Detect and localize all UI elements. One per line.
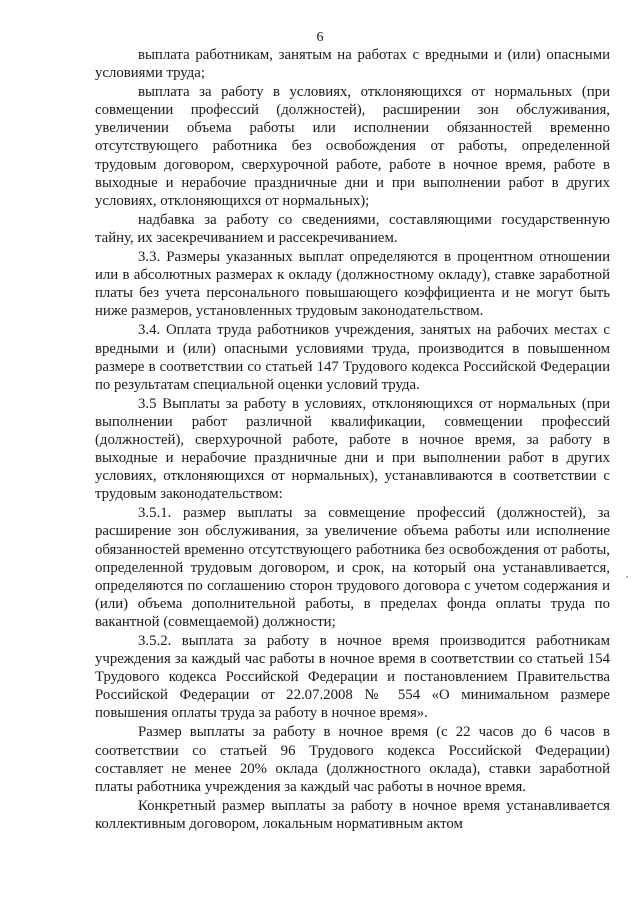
paragraph-3-5-2: 3.5.2. выплата за работу в ночное время производится работникам учреждения за каждый час работы в ночное время в соответствии со статьей 154 Трудового кодекса Российской Федерации и постановлением Правительства Российской Федерации от 22.07.2008 № 554 «О минимальном размере повышения оплаты труда за работу в ночное время». [95, 633, 610, 722]
paragraph-deviating-conditions-payment: выплата за работу в условиях, отклоняющихся от нормальных (при совмещении профессий (должностей), расширении зон обслуживания, увеличении объема работы или исполнении обязанностей временно отсутствующего работника без освобождения от работы, определенной трудовым договором, сверхурочной работе, работе в ночное время, работе в выходные и нерабочие праздничные дни и при выполнении работ в других условиях, отклоняющихся от нормальных); [95, 84, 610, 209]
paragraph-harmful-conditions-payment: выплата работникам, занятым на работах с вредными и (или) опасными условиями труда; [95, 47, 610, 82]
document-body [95, 46, 610, 833]
paragraph-3-5-1: 3.5.1. размер выплаты за совмещение профессий (должностей), за расширение зон обслуживания, за увеличение объема работы или исполнение обязанностей временно отсутствующего работника без освобождения от работы, определенной трудовым договором, и срок, на который она устанавливается, определяются по соглашению сторон трудового договора с учетом содержания и (или) объема дополнительной работы, в пределах фонда оплаты труда по вакантной (совмещаемой) должности; [95, 505, 610, 630]
paragraph-3-4: 3.4. Оплата труда работников учреждения, занятых на рабочих местах с вредными и (или) опасными условиями труда, производится в повышенном размере в соответствии со статьей 147 Трудового кодекса Российской Федерации по результатам специальной оценки условий труда. [95, 322, 610, 393]
paragraph-night-work-rate: Размер выплаты за работу в ночное время (с 22 часов до 6 часов в соответствии со статьей 96 Трудового кодекса Российской Федерации) составляет не менее 20% оклада (должностного оклада), ставки заработной платы работника учреждения за каждый час работы в ночное время. [95, 724, 610, 795]
paragraph-night-work-specific: Конкретный размер выплаты за работу в ночное время устанавливается коллективным договором, локальным нормативным актом [95, 797, 610, 832]
paragraph-3-3: 3.3. Размеры указанных выплат определяются в процентном отношении или в абсолютных размерах к окладу (должностному окладу), ставке заработной платы без учета персонального повышающего коэффициента и не могут быть ниже размеров, установленных трудовым законодательством. [95, 249, 610, 320]
page-number: 6 [316, 30, 324, 45]
paragraph-3-5: 3.5 Выплаты за работу в условиях, отклоняющихся от нормальных (при выполнении работ различной квалификации, совмещении профессий (должностей), сверхурочной работе, работе в ночное время, за работу в выходные и нерабочие праздничные дни и при выполнении работ в других условиях, отклоняющихся от нормальных), устанавливаются в соответствии с трудовым законодательством: [95, 395, 610, 503]
scan-speck [626, 576, 628, 578]
paragraph-state-secret-allowance: надбавка за работу со сведениями, составляющими государственную тайну, их засекречиванием и рассекречиванием. [95, 211, 610, 246]
